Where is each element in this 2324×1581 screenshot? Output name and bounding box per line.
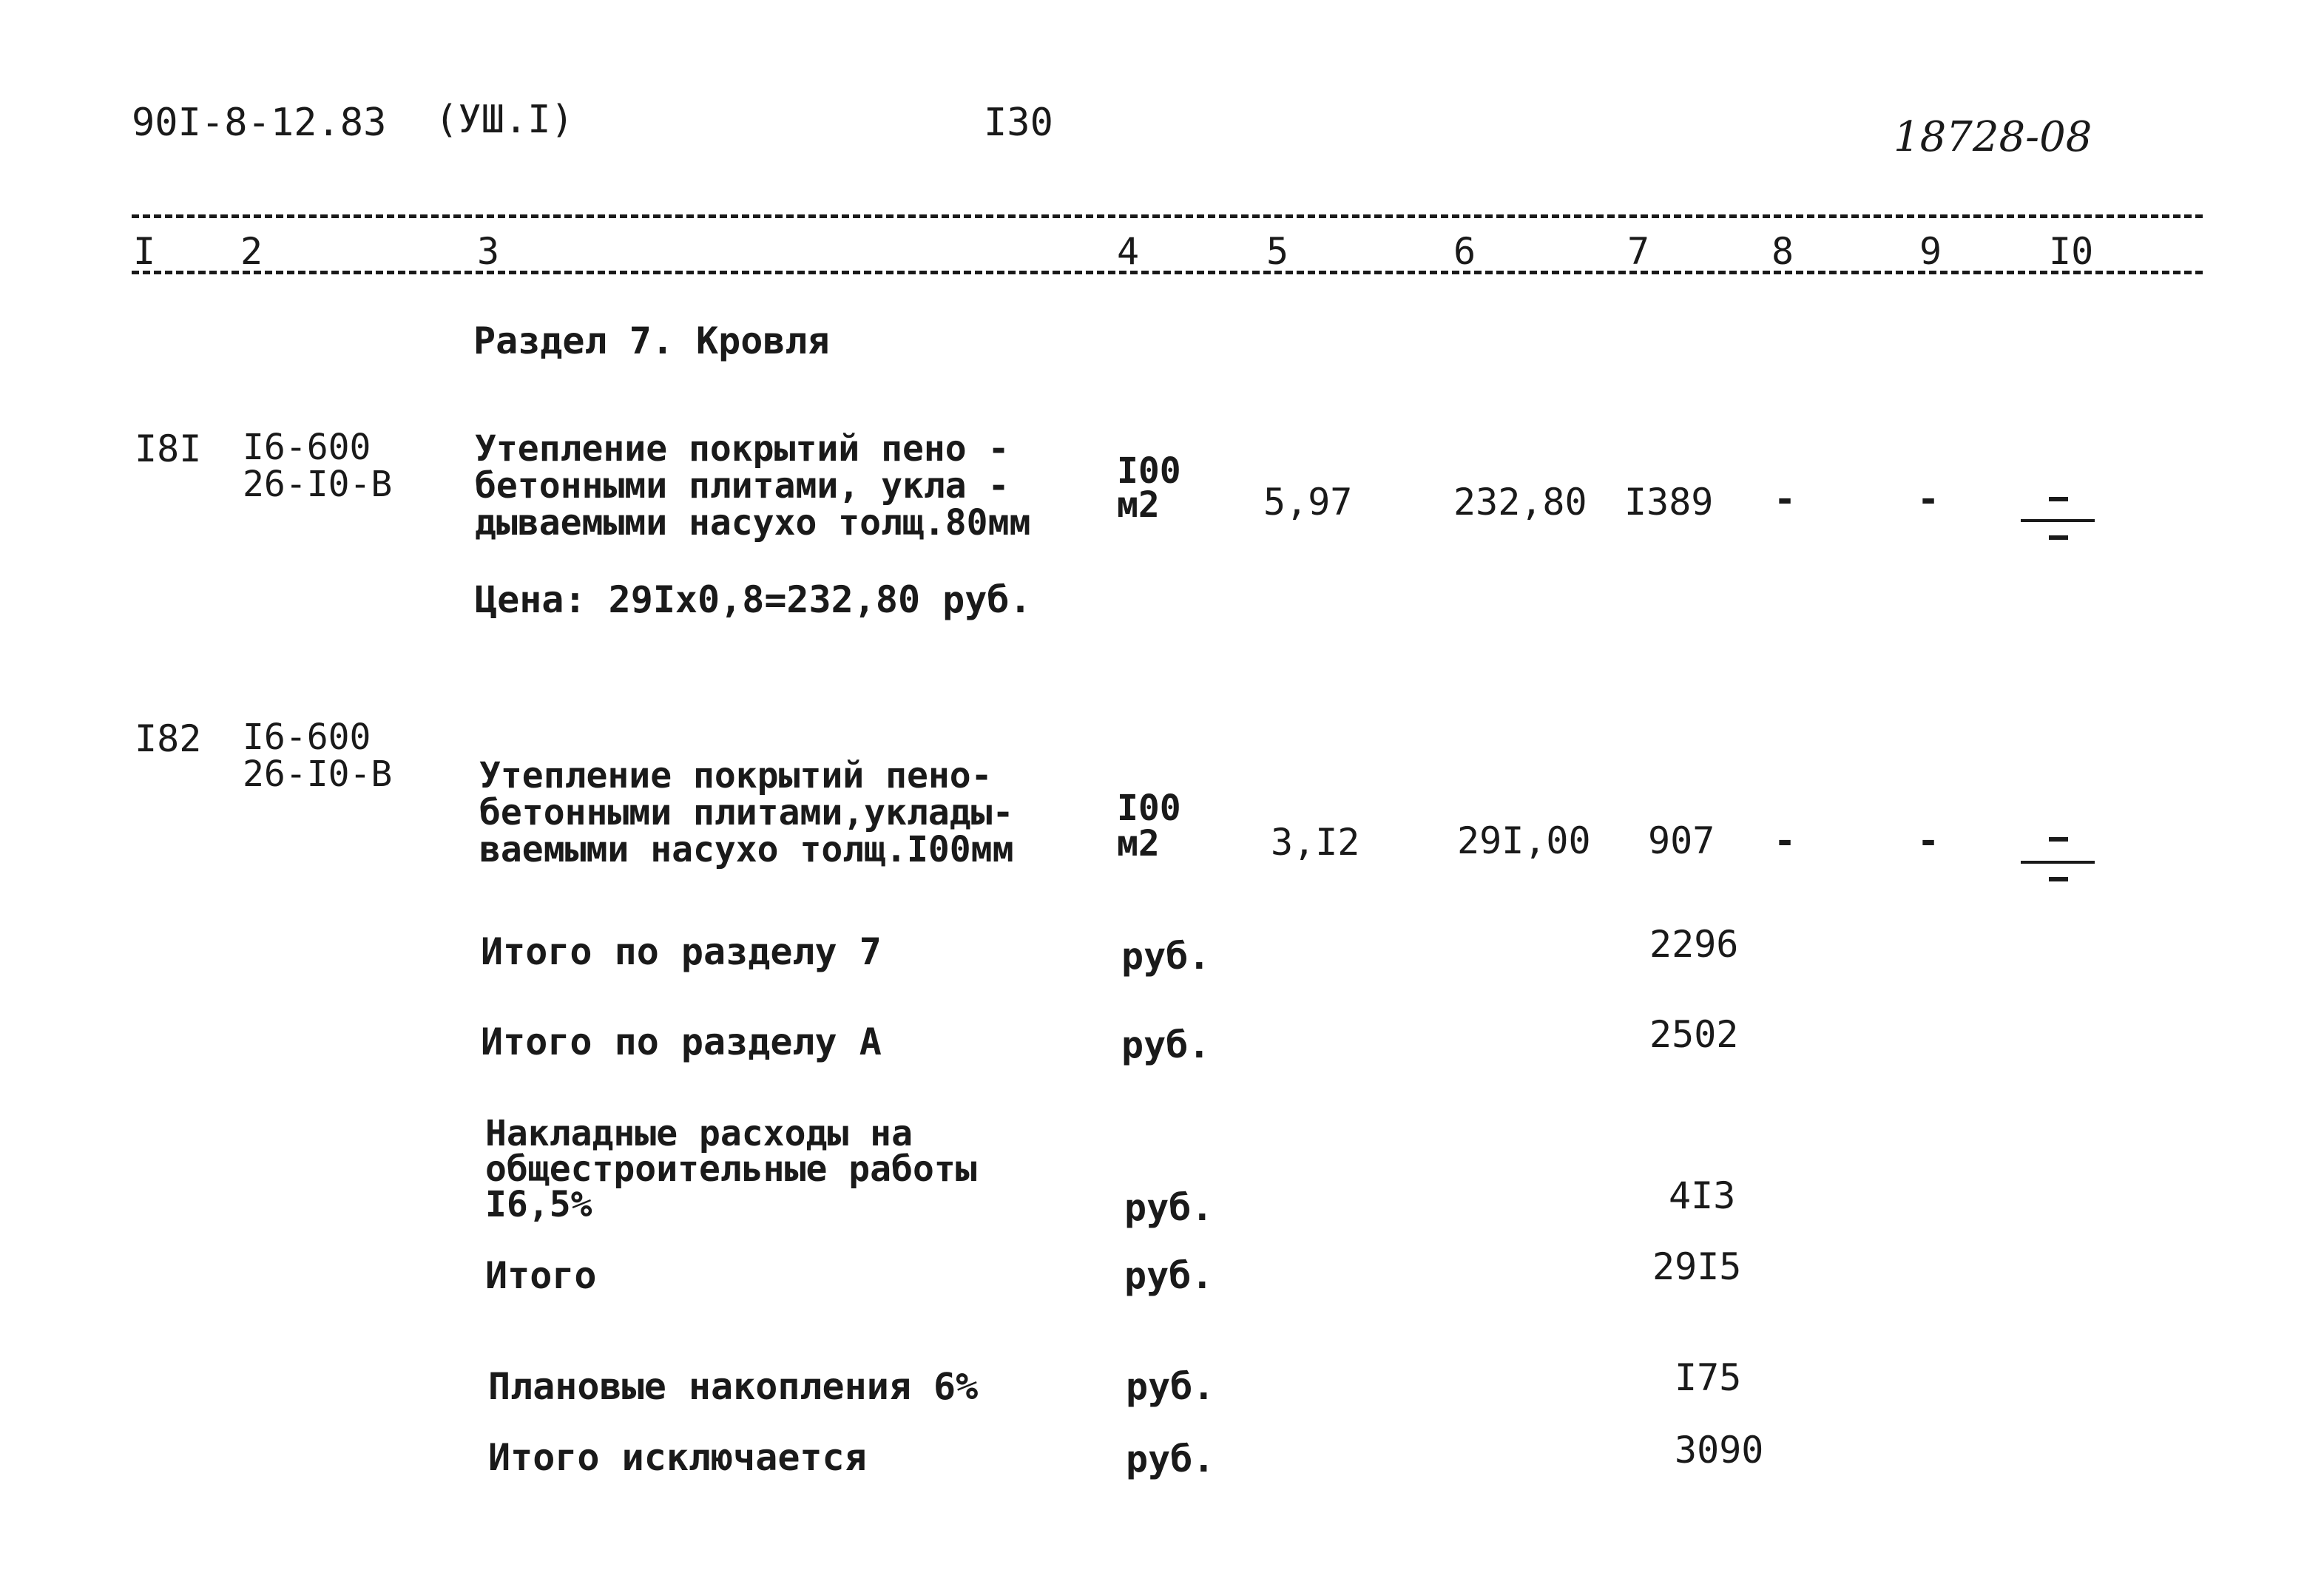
- album-reference: (УШ.I): [435, 98, 574, 142]
- column-header-4: 4: [1117, 230, 1140, 273]
- total-label: Плановые накопления 6%: [488, 1365, 979, 1408]
- total-label: Итого исключается: [488, 1436, 867, 1479]
- column-header-9: 9: [1919, 230, 1942, 273]
- item-code: I6-600: [243, 427, 371, 468]
- item-description: дываемыми насухо толщ.80мм: [475, 502, 1031, 544]
- column-header-1: I: [133, 230, 156, 273]
- item-total: 907: [1648, 819, 1715, 862]
- total-value: 2296: [1649, 923, 1739, 966]
- item-description: ваемыми насухо толщ.I00мм: [479, 829, 1014, 870]
- overhead-label: I6,5%: [485, 1184, 592, 1225]
- total-label: Итого: [485, 1254, 597, 1297]
- item-col9: -: [1917, 819, 1940, 862]
- total-unit: руб.: [1121, 1023, 1211, 1066]
- total-unit: руб.: [1124, 1254, 1214, 1297]
- column-header-8: 8: [1771, 230, 1794, 273]
- column-header-10: I0: [2049, 230, 2094, 273]
- item-unit-price: 232,80: [1453, 481, 1587, 524]
- item-code: 26-I0-B: [243, 464, 393, 505]
- inventory-number: 18728-08: [1894, 113, 2092, 161]
- total-value: 3090: [1675, 1429, 1764, 1472]
- total-value: 4I3: [1669, 1174, 1736, 1217]
- header-bottom-rule: [132, 271, 2203, 274]
- item-unit: I00: [1117, 450, 1181, 492]
- item-unit-price: 29I,00: [1457, 819, 1591, 862]
- item-number: I82: [135, 717, 202, 760]
- item-col9: -: [1917, 478, 1940, 521]
- item-unit: м2: [1117, 823, 1160, 864]
- item-code: I6-600: [243, 717, 371, 758]
- item-description: бетонными плитами,уклады-: [479, 792, 1014, 833]
- overhead-label: Накладные расходы на: [485, 1113, 913, 1154]
- overhead-label: общестроительные работы: [485, 1148, 977, 1190]
- total-value: I75: [1675, 1356, 1742, 1399]
- item-total: I389: [1624, 481, 1714, 524]
- item-description: Утепление покрытий пено-: [479, 755, 993, 796]
- total-value: 29I5: [1652, 1245, 1742, 1288]
- item-description: бетонными плитами, укла -: [475, 465, 1010, 507]
- total-unit: руб.: [1121, 935, 1211, 978]
- item-quantity: 3,I2: [1271, 821, 1360, 864]
- section-title: Раздел 7. Кровля: [473, 319, 830, 362]
- item-code: 26-I0-B: [243, 754, 393, 795]
- total-label: Итого по разделу 7: [481, 930, 882, 973]
- column-header-6: 6: [1453, 230, 1476, 273]
- total-value: 2502: [1649, 1013, 1739, 1056]
- item-number: I8I: [135, 427, 202, 470]
- item-col8: -: [1774, 819, 1797, 862]
- item-description: Утепление покрытий пено -: [475, 428, 1010, 470]
- item-col8: -: [1774, 478, 1797, 521]
- document-code: 90I-8-12.83: [132, 101, 387, 145]
- total-unit: руб.: [1124, 1186, 1214, 1229]
- price-note: Цена: 29Iх0,8=232,80 руб.: [475, 578, 1032, 621]
- item-unit: I00: [1117, 788, 1181, 829]
- total-unit: руб.: [1126, 1365, 1215, 1408]
- column-header-2: 2: [240, 230, 263, 273]
- item-quantity: 5,97: [1263, 481, 1353, 524]
- item-unit: м2: [1117, 484, 1160, 526]
- column-header-3: 3: [477, 230, 500, 273]
- page-number: I30: [984, 101, 1053, 145]
- column-header-7: 7: [1627, 230, 1650, 273]
- column-header-5: 5: [1266, 230, 1289, 273]
- header-top-rule: [132, 214, 2203, 218]
- total-label: Итого по разделу А: [481, 1020, 882, 1063]
- total-unit: руб.: [1126, 1438, 1215, 1480]
